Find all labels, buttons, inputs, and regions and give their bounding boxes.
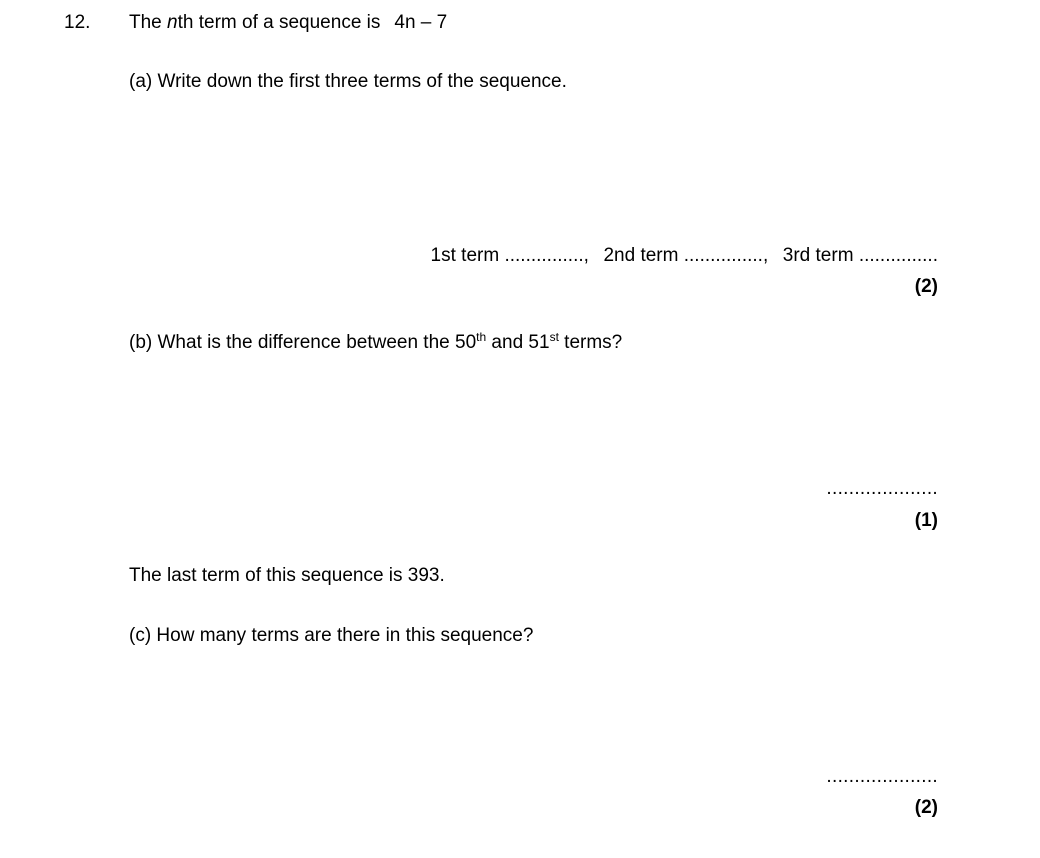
part-c-marks: (2) [914, 797, 938, 818]
part-a-prompt: (a) Write down the first three terms of the sequence. [129, 71, 567, 92]
superscript-st: st [549, 330, 559, 344]
part-b-prompt-middle: and 51 [486, 332, 550, 353]
term1-label: 1st term [430, 245, 500, 266]
info-text: The last term of this sequence is 393. [129, 565, 445, 586]
term2-label: 2nd term [603, 245, 679, 266]
part-b-prompt-before: (b) What is the difference between the 50 [129, 332, 477, 353]
term1-comma: , [583, 245, 589, 266]
question-stem [129, 13, 447, 32]
term2-comma: , [762, 245, 769, 266]
part-a-answer-line [431, 246, 938, 265]
part-a-marks: (2) [914, 276, 938, 297]
part-b-prompt [129, 330, 623, 353]
question-number: 12. [64, 12, 91, 33]
stem-italic-n: n [167, 12, 178, 33]
stem-expression: 4n – 7 [394, 12, 448, 33]
term1-answer-dots[interactable]: ............... [504, 245, 584, 266]
part-b-marks: (1) [914, 510, 938, 531]
stem-middle: th term of a sequence is [177, 12, 381, 33]
stem-prefix: The [129, 12, 168, 33]
term2-answer-dots[interactable]: ............... [683, 245, 763, 266]
part-b-prompt-after: terms? [558, 332, 623, 353]
part-c-prompt: (c) How many terms are there in this sequence? [129, 625, 534, 646]
superscript-th: th [476, 330, 487, 344]
term3-label: 3rd term [782, 245, 854, 266]
part-c-answer-dots[interactable]: .................... [826, 766, 938, 787]
term3-answer-dots[interactable]: ............... [858, 245, 938, 266]
part-b-answer-dots[interactable]: .................... [826, 478, 938, 499]
